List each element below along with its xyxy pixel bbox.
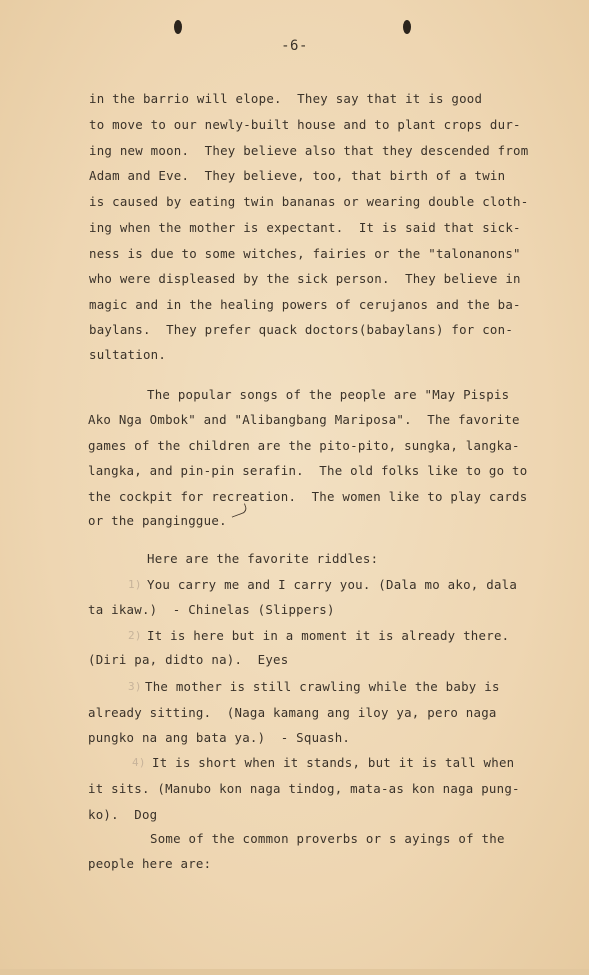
- riddle-text: already sitting. (Naga kamang ang iloy ya, pero naga: [88, 705, 497, 720]
- text-line: the cockpit for recreation. The women like to play cards: [88, 489, 528, 504]
- text-line: langka, and pin-pin serafin. The old folks like to go to: [88, 463, 528, 478]
- text-line: ness is due to some witches, fairies or the "talonanons": [89, 246, 521, 261]
- riddle-text: It is short when it stands, but it is tall when: [152, 755, 515, 770]
- punch-hole-right: [403, 20, 411, 34]
- riddle-number: 2): [128, 629, 142, 642]
- riddle-text: The mother is still crawling while the baby is: [145, 679, 500, 694]
- text-line: sultation.: [89, 347, 167, 362]
- riddle-number: 3): [128, 680, 142, 693]
- text-line: is caused by eating twin bananas or wearing double cloth-: [89, 194, 529, 209]
- text-line: Some of the common proverbs or s ayings of the: [150, 831, 505, 846]
- text-line: or the panginggue.: [88, 513, 227, 528]
- page-number: -6-: [281, 38, 308, 54]
- text-line: ing when the mother is expectant. It is said that sick-: [89, 220, 521, 235]
- text-line: to move to our newly-built house and to plant crops dur-: [89, 117, 521, 132]
- riddle-text: ko). Dog: [88, 807, 158, 822]
- riddles-intro: Here are the favorite riddles:: [147, 551, 379, 566]
- text-line: games of the children are the pito-pito, sungka, langka-: [88, 438, 520, 453]
- riddle-number: 1): [128, 578, 142, 591]
- text-line: ing new moon. They believe also that they descended from: [89, 143, 529, 158]
- riddle-text: ta ikaw.) - Chinelas (Slippers): [88, 602, 335, 617]
- text-line: The popular songs of the people are "May Pispis: [147, 387, 510, 402]
- text-line: Adam and Eve. They believe, too, that birth of a twin: [89, 168, 506, 183]
- scan-footer-strip: [0, 969, 589, 975]
- text-line: Ako Nga Ombok" and "Alibangbang Mariposa". The favorite: [88, 412, 520, 427]
- checkmark-icon: [229, 503, 248, 517]
- riddle-text: It is here but in a moment it is already there.: [147, 628, 510, 643]
- punch-hole-left: [174, 20, 182, 34]
- riddle-text: You carry me and I carry you. (Dala mo ako, dala: [147, 577, 518, 592]
- text-line: baylans. They prefer quack doctors(babaylans) for con-: [89, 322, 514, 337]
- text-line: who were displeased by the sick person. They believe in: [89, 271, 521, 286]
- riddle-number: 4): [132, 756, 146, 769]
- riddle-text: (Diri pa, didto na). Eyes: [88, 652, 289, 667]
- text-line: magic and in the healing powers of cerujanos and the ba-: [89, 297, 521, 312]
- riddle-text: pungko na ang bata ya.) - Squash.: [88, 730, 351, 745]
- text-line: in the barrio will elope. They say that it is good: [89, 91, 483, 106]
- riddle-text: it sits. (Manubo kon naga tindog, mata-as kon naga pung-: [88, 781, 520, 796]
- text-line: people here are:: [88, 856, 212, 871]
